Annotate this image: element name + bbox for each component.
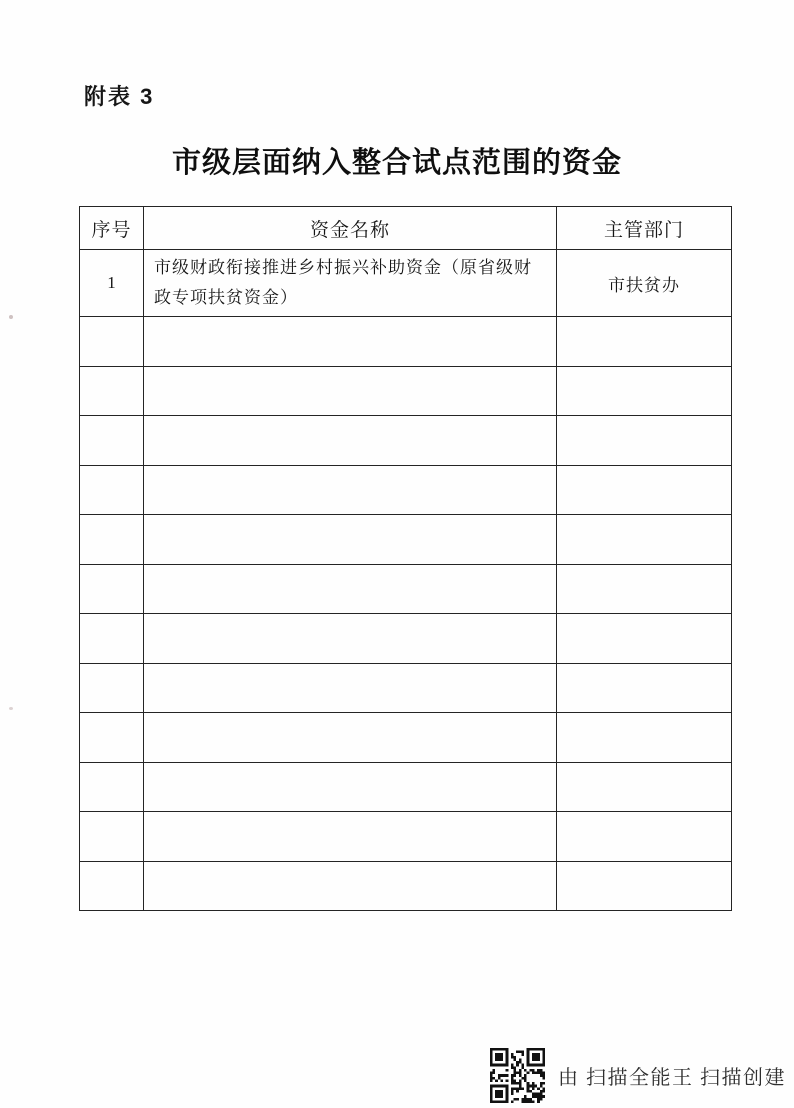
empty-cell: [80, 713, 144, 763]
empty-cell: [144, 416, 557, 466]
empty-cell: [80, 366, 144, 416]
table-header-row: [80, 207, 732, 250]
empty-cell: [80, 465, 144, 515]
table-row-empty: [80, 564, 732, 614]
empty-cell: [557, 762, 732, 812]
table-row-empty: [80, 515, 732, 565]
empty-cell: [557, 812, 732, 862]
table-row-empty: [80, 663, 732, 713]
empty-cell: [557, 515, 732, 565]
empty-cell: [557, 416, 732, 466]
scan-speck: [9, 315, 13, 319]
table-row-empty: [80, 465, 732, 515]
cell-department: 市扶贫办: [557, 250, 732, 317]
page-title: 市级层面纳入整合试点范围的资金: [171, 147, 622, 179]
empty-cell: [557, 465, 732, 515]
empty-cell: [557, 713, 732, 763]
empty-cell: [144, 663, 557, 713]
table-row-empty: [80, 812, 732, 862]
empty-cell: [80, 564, 144, 614]
header-cell-fund-name: 资金名称: [144, 207, 557, 250]
table-row-empty: [80, 317, 732, 367]
table-row-empty: [80, 614, 732, 664]
header-cell-no: 序号: [80, 207, 144, 250]
empty-cell: [80, 762, 144, 812]
empty-cell: [557, 861, 732, 911]
qr-code-icon: [490, 1048, 545, 1103]
scan-footer: [490, 1048, 786, 1103]
empty-cell: [80, 614, 144, 664]
empty-cell: [144, 317, 557, 367]
empty-cell: [557, 564, 732, 614]
empty-cell: [144, 366, 557, 416]
empty-cell: [80, 663, 144, 713]
empty-cell: [557, 663, 732, 713]
table-row-empty: [80, 416, 732, 466]
appendix-label: 附表 3: [84, 84, 155, 109]
empty-cell: [80, 416, 144, 466]
empty-cell: [557, 366, 732, 416]
cell-fund-name: 市级财政衔接推进乡村振兴补助资金（原省级财政专项扶贫资金）: [144, 250, 557, 317]
empty-cell: [80, 515, 144, 565]
empty-cell: [557, 317, 732, 367]
scan-speck: [9, 707, 13, 710]
scan-caption: 由 扫描全能王 扫描创建: [558, 1067, 786, 1089]
empty-cell: [144, 465, 557, 515]
empty-cell: [144, 812, 557, 862]
empty-cell: [144, 861, 557, 911]
table-row-empty: [80, 366, 732, 416]
header-cell-department: 主管部门: [557, 207, 732, 250]
table-row-empty: [80, 713, 732, 763]
empty-cell: [80, 812, 144, 862]
table-row-empty: [80, 762, 732, 812]
empty-cell: [144, 713, 557, 763]
empty-cell: [144, 564, 557, 614]
empty-cell: [144, 614, 557, 664]
empty-cell: [144, 515, 557, 565]
empty-cell: [144, 762, 557, 812]
empty-cell: [80, 317, 144, 367]
table-row: [80, 250, 732, 317]
table-row-empty: [80, 861, 732, 911]
empty-cell: [557, 614, 732, 664]
cell-no: 1: [80, 250, 144, 317]
empty-cell: [80, 861, 144, 911]
funds-table: [79, 206, 732, 911]
